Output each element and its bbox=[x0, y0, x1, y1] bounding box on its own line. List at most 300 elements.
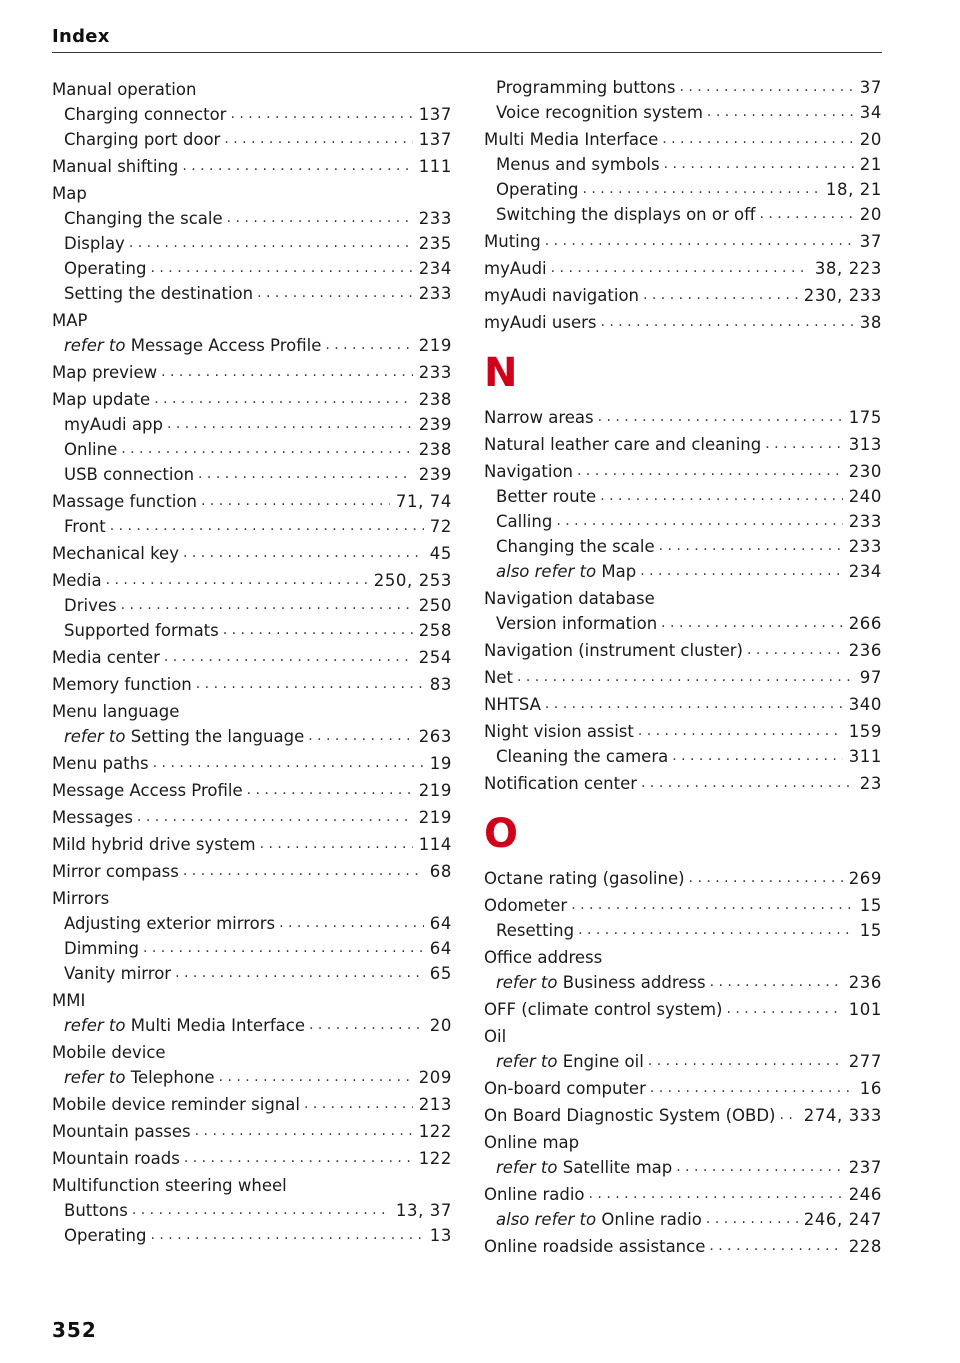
page-reference: 230, 233 bbox=[798, 283, 882, 308]
index-entry bbox=[52, 699, 452, 724]
index-entry bbox=[52, 1119, 452, 1144]
entry-label: Mirrors bbox=[52, 889, 110, 908]
dot-leader bbox=[589, 1182, 843, 1207]
page-reference: 213 bbox=[413, 1092, 452, 1117]
page-reference: 159 bbox=[843, 719, 882, 744]
dot-leader bbox=[726, 997, 842, 1022]
page-reference: 15 bbox=[854, 893, 882, 918]
entry-text bbox=[52, 412, 167, 437]
dot-leader bbox=[151, 256, 413, 281]
index-entry bbox=[52, 489, 452, 514]
dot-leader bbox=[650, 1076, 854, 1101]
entry-text bbox=[52, 206, 227, 231]
page-reference: 64 bbox=[424, 911, 452, 936]
page-reference: 233 bbox=[843, 509, 882, 534]
entry-text bbox=[484, 611, 661, 636]
entry-text bbox=[52, 1043, 170, 1062]
dot-leader bbox=[129, 231, 413, 256]
entry-label: Massage function bbox=[52, 492, 197, 511]
page-reference: 250, 253 bbox=[368, 568, 452, 593]
index-entry bbox=[52, 77, 452, 102]
entry-label: Multifunction steering wheel bbox=[52, 1176, 287, 1195]
page-reference: 236 bbox=[843, 638, 882, 663]
page-reference: 64 bbox=[424, 936, 452, 961]
entry-text bbox=[52, 568, 106, 593]
index-subentry bbox=[484, 611, 882, 636]
page-reference: 13 bbox=[424, 1223, 452, 1248]
entry-label: Manual shifting bbox=[52, 157, 179, 176]
entry-text bbox=[484, 229, 545, 254]
page-reference: 20 bbox=[424, 1013, 452, 1038]
entry-text bbox=[484, 432, 765, 457]
page-reference: 340 bbox=[843, 692, 882, 717]
dot-leader bbox=[578, 918, 854, 943]
page-reference: 175 bbox=[843, 405, 882, 430]
index-entry bbox=[52, 1173, 452, 1198]
entry-text bbox=[52, 541, 183, 566]
entry-label: Cleaning the camera bbox=[496, 747, 669, 766]
cross-reference-label: refer to bbox=[64, 1016, 126, 1035]
entry-label: Changing the scale bbox=[64, 209, 223, 228]
page-reference: 71, 74 bbox=[390, 489, 452, 514]
entry-text bbox=[52, 889, 113, 908]
index-entry bbox=[484, 1103, 882, 1128]
index-column-left bbox=[52, 75, 452, 1248]
entry-label: Resetting bbox=[496, 921, 575, 940]
dot-leader bbox=[224, 127, 412, 152]
page-reference: 65 bbox=[424, 961, 452, 986]
entry-label: Map bbox=[601, 562, 637, 581]
entry-text bbox=[484, 1155, 676, 1180]
page-reference: 233 bbox=[413, 206, 452, 231]
index-entry bbox=[52, 1092, 452, 1117]
index-entry bbox=[484, 866, 882, 891]
entry-label: Front bbox=[64, 517, 106, 536]
index-entry bbox=[484, 127, 882, 152]
entry-text bbox=[52, 832, 260, 857]
page-reference: 97 bbox=[854, 665, 882, 690]
dot-leader bbox=[143, 936, 424, 961]
index-subentry bbox=[52, 618, 452, 643]
entry-text bbox=[484, 866, 689, 891]
entry-text bbox=[52, 256, 151, 281]
dot-leader bbox=[710, 970, 843, 995]
page-reference: 101 bbox=[843, 997, 882, 1022]
dot-leader bbox=[765, 432, 842, 457]
index-entry bbox=[52, 886, 452, 911]
index-entry bbox=[52, 1146, 452, 1171]
dot-leader bbox=[661, 611, 843, 636]
dot-leader bbox=[309, 1013, 424, 1038]
dot-leader bbox=[106, 568, 368, 593]
entry-text bbox=[484, 1049, 648, 1074]
entry-text bbox=[484, 1133, 583, 1152]
index-subentry bbox=[484, 152, 882, 177]
page-reference: 233 bbox=[413, 281, 452, 306]
page-reference: 20 bbox=[854, 127, 882, 152]
entry-label: Multi Media Interface bbox=[484, 130, 659, 149]
entry-label: Mild hybrid drive system bbox=[52, 835, 256, 854]
page-reference: 239 bbox=[413, 462, 452, 487]
entry-label: Engine oil bbox=[562, 1052, 644, 1071]
index-entry bbox=[484, 229, 882, 254]
dot-leader bbox=[662, 127, 854, 152]
index-entry bbox=[52, 387, 452, 412]
page-reference: 38, 223 bbox=[809, 256, 882, 281]
page-reference: 238 bbox=[413, 437, 452, 462]
page-reference: 114 bbox=[413, 832, 452, 857]
dot-leader bbox=[151, 1223, 424, 1248]
entry-label: Message Access Profile bbox=[52, 781, 243, 800]
entry-text bbox=[52, 1092, 304, 1117]
entry-label: Media bbox=[52, 571, 102, 590]
dot-leader bbox=[545, 692, 843, 717]
entry-text bbox=[52, 1065, 219, 1090]
entry-text bbox=[52, 154, 182, 179]
page-reference: 137 bbox=[413, 127, 452, 152]
entry-text bbox=[484, 1234, 709, 1259]
index-entry bbox=[484, 893, 882, 918]
index-entry bbox=[52, 181, 452, 206]
page-reference: 209 bbox=[413, 1065, 452, 1090]
entry-label: Mechanical key bbox=[52, 544, 179, 563]
entry-label: myAudi users bbox=[484, 313, 597, 332]
index-entry bbox=[52, 568, 452, 593]
dot-leader bbox=[132, 1198, 390, 1223]
dot-leader bbox=[137, 805, 413, 830]
entry-text bbox=[484, 256, 551, 281]
entry-text bbox=[484, 459, 577, 484]
entry-label: Net bbox=[484, 668, 513, 687]
index-entry bbox=[52, 778, 452, 803]
entry-label: Version information bbox=[496, 614, 658, 633]
entry-label: Notification center bbox=[484, 774, 638, 793]
index-entry bbox=[484, 945, 882, 970]
dot-leader bbox=[689, 866, 843, 891]
entry-text bbox=[484, 1207, 706, 1232]
dot-leader bbox=[659, 534, 843, 559]
index-entry bbox=[484, 1182, 882, 1207]
entry-label: Satellite map bbox=[562, 1158, 673, 1177]
entry-text bbox=[484, 719, 638, 744]
index-entry bbox=[484, 283, 882, 308]
index-entry bbox=[484, 1130, 882, 1155]
entry-text bbox=[52, 462, 198, 487]
dot-leader bbox=[121, 437, 412, 462]
dot-leader bbox=[643, 283, 798, 308]
dot-leader bbox=[164, 645, 413, 670]
entry-text bbox=[52, 859, 183, 884]
entry-text bbox=[52, 333, 325, 358]
entry-label: myAudi app bbox=[64, 415, 163, 434]
entry-label: Mountain roads bbox=[52, 1149, 180, 1168]
page-reference: 137 bbox=[413, 102, 452, 127]
entry-label: Online radio bbox=[484, 1185, 585, 1204]
entry-text bbox=[52, 618, 223, 643]
index-subentry bbox=[52, 333, 452, 358]
entry-text bbox=[52, 961, 175, 986]
index-entry bbox=[52, 541, 452, 566]
entry-label: Online bbox=[64, 440, 118, 459]
index-subentry bbox=[484, 484, 882, 509]
index-entry bbox=[484, 771, 882, 796]
page-reference: 23 bbox=[854, 771, 882, 796]
index-subentry bbox=[484, 1207, 882, 1232]
page-reference: 239 bbox=[413, 412, 452, 437]
index-entry bbox=[52, 751, 452, 776]
entry-label: Narrow areas bbox=[484, 408, 594, 427]
entry-label: Programming buttons bbox=[496, 78, 676, 97]
cross-reference-label: refer to bbox=[496, 1158, 558, 1177]
page-reference: 250 bbox=[413, 593, 452, 618]
page-reference: 237 bbox=[843, 1155, 882, 1180]
entry-text bbox=[484, 177, 583, 202]
entry-label: Menus and symbols bbox=[496, 155, 660, 174]
entry-label: USB connection bbox=[64, 465, 195, 484]
page-reference: 235 bbox=[413, 231, 452, 256]
index-entry bbox=[484, 310, 882, 335]
dot-leader bbox=[759, 202, 853, 227]
page-reference: 234 bbox=[413, 256, 452, 281]
dot-leader bbox=[167, 412, 413, 437]
index-subentry bbox=[52, 911, 452, 936]
page-reference: 15 bbox=[854, 918, 882, 943]
section-letter-n: N bbox=[484, 350, 518, 396]
entry-text bbox=[484, 484, 600, 509]
index-entry bbox=[484, 1234, 882, 1259]
index-subentry bbox=[484, 177, 882, 202]
index-subentry bbox=[52, 936, 452, 961]
entry-label: Mountain passes bbox=[52, 1122, 191, 1141]
entry-text bbox=[484, 534, 659, 559]
entry-text bbox=[484, 405, 598, 430]
dot-leader bbox=[121, 593, 413, 618]
page-reference: 228 bbox=[843, 1234, 882, 1259]
cross-reference-label: refer to bbox=[64, 727, 126, 746]
index-subentry bbox=[484, 1049, 882, 1074]
entry-text bbox=[52, 593, 121, 618]
page-reference: 68 bbox=[424, 859, 452, 884]
dot-leader bbox=[279, 911, 424, 936]
page-reference: 122 bbox=[413, 1146, 452, 1171]
entry-text bbox=[52, 1198, 132, 1223]
entry-label: Dimming bbox=[64, 939, 139, 958]
entry-label: Map preview bbox=[52, 363, 158, 382]
dot-leader bbox=[260, 832, 413, 857]
index-entry bbox=[52, 154, 452, 179]
entry-text bbox=[52, 1176, 291, 1195]
entry-label: MMI bbox=[52, 991, 86, 1010]
entry-label: Display bbox=[64, 234, 125, 253]
page-reference: 72 bbox=[424, 514, 452, 539]
entry-label: Navigation (instrument cluster) bbox=[484, 641, 743, 660]
index-subentry bbox=[52, 127, 452, 152]
index-entry bbox=[484, 638, 882, 663]
entry-label: Online roadside assistance bbox=[484, 1237, 706, 1256]
entry-text bbox=[52, 360, 161, 385]
entry-text bbox=[52, 751, 153, 776]
entry-label: Messages bbox=[52, 808, 133, 827]
page-reference: 269 bbox=[843, 866, 882, 891]
entry-text bbox=[52, 281, 257, 306]
entry-label: Menu language bbox=[52, 702, 180, 721]
entry-label: Charging port door bbox=[64, 130, 221, 149]
page-reference: 274, 333 bbox=[798, 1103, 882, 1128]
entry-label: Mobile device reminder signal bbox=[52, 1095, 300, 1114]
index-subentry bbox=[484, 202, 882, 227]
entry-label: On Board Diagnostic System (OBD) bbox=[484, 1106, 776, 1125]
page-reference: 254 bbox=[413, 645, 452, 670]
entry-text bbox=[484, 893, 571, 918]
page-reference: 20 bbox=[854, 202, 882, 227]
entry-text bbox=[484, 589, 659, 608]
dot-leader bbox=[571, 893, 854, 918]
entry-text bbox=[52, 911, 279, 936]
entry-label: myAudi navigation bbox=[484, 286, 639, 305]
page-reference: 311 bbox=[843, 744, 882, 769]
dot-leader bbox=[747, 638, 843, 663]
index-column-right bbox=[484, 75, 882, 1259]
dot-leader bbox=[308, 724, 412, 749]
entry-label: Office address bbox=[484, 948, 603, 967]
entry-text bbox=[52, 311, 91, 330]
page-reference: 230 bbox=[843, 459, 882, 484]
entry-label: Telephone bbox=[130, 1068, 215, 1087]
index-entry bbox=[52, 308, 452, 333]
index-subentry bbox=[52, 1013, 452, 1038]
entry-text bbox=[52, 672, 196, 697]
index-subentry bbox=[52, 724, 452, 749]
page-reference: 83 bbox=[424, 672, 452, 697]
entry-label: Message Access Profile bbox=[130, 336, 322, 355]
index-entry bbox=[52, 859, 452, 884]
index-subentry bbox=[52, 514, 452, 539]
entry-label: Manual operation bbox=[52, 80, 197, 99]
entry-text bbox=[484, 1103, 779, 1128]
dot-leader bbox=[223, 618, 413, 643]
entry-text bbox=[52, 1013, 309, 1038]
entry-text bbox=[52, 724, 308, 749]
page-reference: 45 bbox=[424, 541, 452, 566]
entry-label: Business address bbox=[562, 973, 706, 992]
dot-leader bbox=[706, 1207, 798, 1232]
page-reference: 313 bbox=[843, 432, 882, 457]
page-reference: 258 bbox=[413, 618, 452, 643]
page-reference: 34 bbox=[854, 100, 882, 125]
page-reference: 37 bbox=[854, 229, 882, 254]
dot-leader bbox=[196, 672, 424, 697]
entry-text bbox=[52, 1146, 184, 1171]
index-subentry bbox=[484, 509, 882, 534]
page-title: Index bbox=[52, 26, 110, 47]
index-entry bbox=[484, 432, 882, 457]
entry-text bbox=[484, 559, 640, 584]
page-reference: 111 bbox=[413, 154, 452, 179]
entry-label: Calling bbox=[496, 512, 553, 531]
entry-text bbox=[484, 75, 679, 100]
entry-label: Operating bbox=[496, 180, 579, 199]
dot-leader bbox=[638, 719, 843, 744]
entry-label: MAP bbox=[52, 311, 88, 330]
entry-text bbox=[484, 202, 759, 227]
index-entry bbox=[52, 1040, 452, 1065]
page-number: 352 bbox=[52, 1318, 97, 1342]
index-subentry bbox=[484, 1155, 882, 1180]
entry-text bbox=[484, 744, 672, 769]
page-reference: 18, 21 bbox=[820, 177, 882, 202]
index-entry bbox=[484, 692, 882, 717]
entry-text bbox=[484, 638, 747, 663]
dot-leader bbox=[779, 1103, 797, 1128]
dot-leader bbox=[304, 1092, 413, 1117]
dot-leader bbox=[707, 100, 854, 125]
entry-label: Media center bbox=[52, 648, 160, 667]
index-subentry bbox=[484, 744, 882, 769]
dot-leader bbox=[227, 206, 413, 231]
index-subentry bbox=[484, 918, 882, 943]
entry-label: myAudi bbox=[484, 259, 547, 278]
cross-reference-label: refer to bbox=[64, 336, 126, 355]
dot-leader bbox=[672, 744, 842, 769]
page-reference: 19 bbox=[424, 751, 452, 776]
dot-leader bbox=[184, 1146, 413, 1171]
cross-reference-label: refer to bbox=[496, 973, 558, 992]
entry-text bbox=[484, 1182, 589, 1207]
cross-reference-label: refer to bbox=[496, 1052, 558, 1071]
index-subentry bbox=[52, 412, 452, 437]
dot-leader bbox=[230, 102, 412, 127]
index-subentry bbox=[52, 437, 452, 462]
page-reference: 16 bbox=[854, 1076, 882, 1101]
page-reference: 37 bbox=[854, 75, 882, 100]
page-reference: 240 bbox=[843, 484, 882, 509]
entry-label: Oil bbox=[484, 1027, 507, 1046]
index-entry bbox=[484, 256, 882, 281]
dot-leader bbox=[110, 514, 424, 539]
entry-text bbox=[484, 948, 606, 967]
entry-label: Online radio bbox=[601, 1210, 702, 1229]
index-entry bbox=[52, 988, 452, 1013]
entry-text bbox=[52, 645, 164, 670]
dot-leader bbox=[676, 1155, 842, 1180]
index-subentry bbox=[52, 102, 452, 127]
page-reference: 233 bbox=[843, 534, 882, 559]
index-entry bbox=[484, 586, 882, 611]
dot-leader bbox=[600, 310, 853, 335]
entry-label: Navigation bbox=[484, 462, 573, 481]
index-subentry bbox=[52, 1065, 452, 1090]
index-entry bbox=[52, 645, 452, 670]
section-letter-o: O bbox=[484, 811, 519, 857]
entry-label: Setting the language bbox=[130, 727, 305, 746]
entry-text bbox=[52, 805, 137, 830]
page-reference: 246 bbox=[843, 1182, 882, 1207]
index-entry bbox=[52, 805, 452, 830]
entry-text bbox=[52, 437, 121, 462]
entry-text bbox=[52, 102, 230, 127]
entry-text bbox=[484, 152, 664, 177]
entry-text bbox=[484, 310, 600, 335]
entry-label: Operating bbox=[64, 1226, 147, 1245]
index-subentry bbox=[52, 462, 452, 487]
index-subentry bbox=[52, 1223, 452, 1248]
dot-leader bbox=[577, 459, 843, 484]
entry-label: Voice recognition system bbox=[496, 103, 703, 122]
dot-leader bbox=[600, 484, 843, 509]
dot-leader bbox=[257, 281, 413, 306]
index-entry bbox=[52, 832, 452, 857]
dot-leader bbox=[556, 509, 842, 534]
